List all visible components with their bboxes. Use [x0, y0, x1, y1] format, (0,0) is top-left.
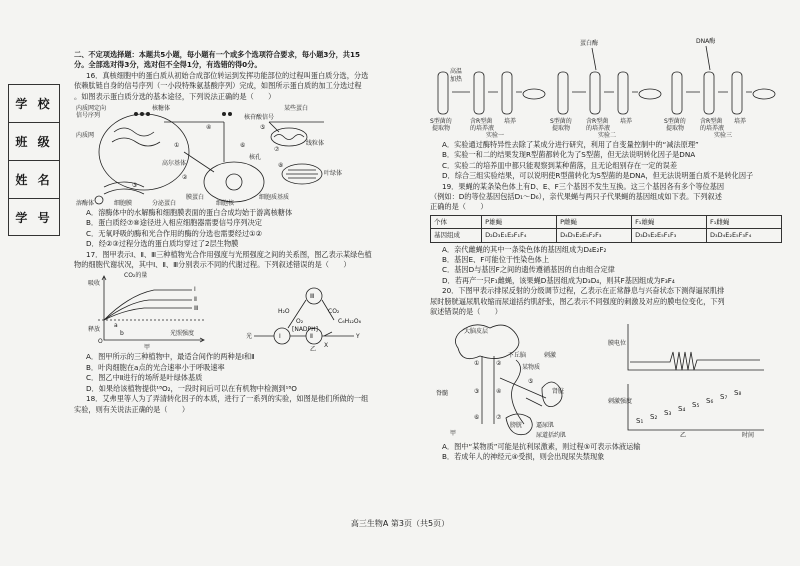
exp3-medium: 的培养液	[700, 125, 725, 132]
label-nucleotide-signal: 核苷酸信号	[244, 114, 275, 122]
q16-stem-2: 依赖肽链自身的信号序列（一小段特殊氨基酸序列）完成，如图所示蛋白质的加工分选过程	[74, 81, 362, 91]
label-ribosome: 核糖体	[152, 105, 171, 113]
section-heading: 二、不定项选择题：本题共5小题，每小题有一个或多个选项符合要求，每小题3分，共15	[74, 50, 360, 59]
label-2: ②	[182, 174, 188, 182]
q20-stem-3: 叙述错误的是（ ）	[430, 307, 502, 317]
label-hypothalamus: 下丘脑	[508, 351, 527, 359]
table-cell: F₁雄蝇	[632, 215, 707, 228]
num-3: ③	[474, 387, 480, 395]
exp3-r-medium: 含R型菌	[700, 118, 723, 125]
exp3-s-extract: S型菌的	[664, 118, 686, 125]
exp1-medium: 的培养液	[470, 125, 495, 132]
gene-table	[430, 215, 782, 243]
q20-stem-2: 尿时膀胱逼尿肌收缩而尿道括约肌舒张，图乙表示不同强度的刺激及对应的膜电位变化，下列	[430, 296, 725, 306]
cycle-glucose: C₆H₁₂O₆	[338, 318, 362, 326]
num-2: ②	[496, 359, 502, 367]
exp2-protease: 蛋白酶	[580, 40, 599, 47]
q19-stem-3: 正确的是（ ）	[430, 202, 488, 212]
q17-stem: 17．图甲表示Ⅰ、Ⅱ、Ⅲ三种植物光合作用强度与光照强度之间的关系图，图乙表示某绿色植	[86, 249, 372, 259]
cycle-light: 光	[246, 333, 253, 341]
point-b: b	[120, 330, 124, 338]
cycle-caption: 乙	[310, 346, 317, 354]
graph-ylabel-release: 释放	[88, 326, 101, 334]
page-footer: 高三生物A 第3页（共5页）	[350, 519, 450, 528]
stim-s3: S₃	[664, 408, 672, 417]
stim-s8: S₈	[734, 388, 742, 397]
label-cytosol: 细胞质基质	[259, 194, 290, 202]
curve-III-label: Ⅲ	[194, 305, 199, 313]
question-19	[430, 182, 782, 287]
cycle-o2: O₂	[296, 318, 304, 326]
table-cell: D₄D₅E₂E₅F₂F₃	[557, 229, 632, 242]
exp1-heat: 高温	[450, 68, 463, 75]
table-cell: D₃D₄E₂E₅F₃F₄	[707, 229, 782, 242]
exp1-s-extract: S型菌的	[430, 118, 452, 125]
cycle-node-1: Ⅰ	[279, 333, 281, 341]
label-detrusor: 逼尿肌	[536, 421, 555, 429]
num-7: ⑦	[496, 413, 502, 421]
label-membrane-protein: 膜蛋白	[186, 194, 205, 202]
num-5: ⑤	[528, 377, 534, 385]
q16-stem-3: 。如图表示蛋白质分选的基本途径，下列说法正确的是（ ）	[74, 91, 276, 101]
school-field[interactable]: 学 校	[9, 85, 59, 123]
label-mitochondria: 线粒体	[306, 140, 325, 148]
q19-option-a[interactable]: A．亲代雌蝇的其中一条染色体的基因组成为D₄E₂F₂	[442, 244, 607, 254]
label-7: ⑦	[274, 146, 280, 154]
exp3-dnase: DNA酶	[696, 38, 716, 45]
q18-option-b[interactable]: B．实验一和二的结果发现R型菌都转化为了S型菌，但无法说明转化因子是DNA	[442, 150, 696, 160]
right-column	[430, 28, 782, 462]
yi-ylabel2: 刺激强度	[608, 397, 633, 405]
question-18	[74, 394, 392, 415]
q19-option-b[interactable]: B．基因E、F可能位于性染色体上	[442, 255, 550, 265]
class-field[interactable]: 班 级	[9, 123, 59, 161]
q19-option-d[interactable]: D．若再产一只F₁雌蝇，该果蝇D基因组成为D₃D₄，则其F基因组成为F₃F₄	[442, 275, 675, 285]
label-signal-seq: 信号序列	[76, 112, 101, 120]
cycle-h2o: H₂O	[278, 308, 290, 316]
q18-stem-2: 实验，则有关说法正确的是（ ）	[74, 404, 190, 414]
student-id-field[interactable]: 学 号	[15, 211, 53, 225]
label-er: 内质网	[76, 132, 95, 140]
exp3-extract: 提取物	[666, 125, 685, 132]
label-4: ④	[206, 124, 212, 132]
label-jia: 甲	[450, 429, 457, 437]
left-column	[74, 50, 392, 415]
table-cell: F₁雌蝇	[707, 215, 782, 228]
q17-stem-2: 物的细胞代谢状况，其中Ⅰ、Ⅱ、Ⅲ分别表示不同的代谢过程。下列叙述错误的是（ ）	[74, 260, 351, 270]
stim-s7: S₇	[720, 392, 728, 401]
q17-option-c[interactable]: C．图乙中Ⅱ进行的场所是叶绿体基质	[86, 373, 203, 383]
yi-xlabel: 时间	[742, 431, 755, 439]
cycle-x: X	[324, 342, 329, 350]
label-6: ⑥	[240, 142, 246, 150]
q17-option-b[interactable]: B．叶肉细胞在a点的光合速率小于呼吸速率	[86, 362, 225, 372]
label-stimulus: 刺激	[544, 351, 557, 359]
cycle-node-2: Ⅱ	[310, 333, 313, 341]
label-substance: 某物质	[522, 363, 541, 371]
label-sphincter: 尿道括约肌	[536, 431, 567, 439]
exp2-medium: 的培养液	[586, 125, 611, 132]
exp2-r-medium: 含R型菌	[586, 118, 609, 125]
yi-caption: 乙	[680, 431, 687, 439]
q18-option-c[interactable]: C．实验二的培养皿中都只能观察到某种菌落，且无论组别存在一定的误差	[442, 160, 678, 170]
q16-option-b[interactable]: B．蛋白质经⑦⑧途径进入相应细胞器需要信号序列决定	[86, 218, 262, 228]
graph-xlabel: 光照强度	[170, 330, 195, 338]
q18-option-a[interactable]: A．实验通过酶特异性去除了某成分进行研究，利用了自变量控制中的“减法原理”	[442, 140, 699, 149]
exp2-caption: 实验二	[598, 132, 617, 139]
exp1-heating: 加热	[450, 76, 463, 83]
exp1-r-medium: 含R型菌	[470, 118, 493, 125]
label-5: ⑤	[260, 124, 266, 132]
student-info-box	[8, 84, 60, 236]
label-8: ⑧	[278, 162, 284, 170]
label-lysosome: 溶酶体	[76, 200, 95, 208]
question-17	[74, 250, 392, 394]
graph-ylabel-absorb: 吸收	[88, 280, 101, 288]
q17-option-a[interactable]: A．图甲所示的三种植物中，最适合间作的两种是Ⅰ和Ⅱ	[86, 352, 255, 362]
q18-stem: 18．艾弗里等人为了弄清转化因子的本质，进行了一系列的实验，如图是他们所做的一组	[86, 394, 369, 404]
q20-option-a[interactable]: A．图中“某物质”可能是抗利尿激素，则过程⑤可表示体液运输	[442, 441, 641, 451]
q16-option-a[interactable]: A．溶酶体中的水解酶和细胞膜表面的蛋白合成均始于游离核糖体	[86, 208, 293, 218]
num-4: ④	[496, 387, 502, 395]
label-some-protein: 某些蛋白	[284, 105, 309, 113]
cycle-co2: CO₂	[328, 308, 340, 316]
reflex-diagram	[430, 318, 782, 442]
transformation-experiments	[430, 28, 782, 140]
num-1: ①	[474, 359, 480, 367]
exp1-extract: 提取物	[432, 125, 451, 132]
name-field[interactable]: 姓 名	[9, 161, 59, 199]
exp1-caption: 实验一	[486, 132, 505, 139]
question-16	[74, 71, 392, 250]
table-cell: P雄蝇	[482, 215, 557, 228]
question-20	[430, 286, 782, 462]
label-nucleus: 细胞核	[216, 200, 235, 208]
label-chloroplast: 叶绿体	[324, 170, 343, 178]
point-a: a	[114, 322, 118, 330]
q17-graphs	[74, 270, 392, 352]
label-secreted: 分泌蛋白	[152, 200, 177, 208]
q20-figures	[430, 318, 782, 442]
label-membrane: 细胞膜	[114, 200, 133, 208]
label-cortex: 大脑皮层	[464, 327, 489, 335]
origin: O	[98, 338, 103, 346]
label-er-signal: 内质网定向	[76, 105, 107, 113]
exp2-extract: 提取物	[552, 125, 571, 132]
curve-I-label: Ⅰ	[194, 286, 196, 294]
protein-sorting-figure	[74, 102, 392, 208]
table-cell: 基因组成	[431, 229, 482, 242]
label-spinal-cord: 脊髓	[436, 389, 449, 397]
gene-table-header	[431, 215, 782, 228]
q17-figures	[74, 270, 392, 352]
section-heading-2: 分。全部选对得3分，选对但不全得1分，有选错的得0分。	[74, 60, 262, 70]
table-cell: P雌蝇	[557, 215, 632, 228]
q18-option-d[interactable]: D．综合三组实验结果，可以说明使R型菌转化为S型菌的是DNA，但无法说明蛋白质不是转化因子	[442, 171, 754, 181]
gene-table-row	[431, 229, 782, 242]
q19-stem-2: （例如：D的等位基因包括D₁～D₆），亲代果蝇与两只子代果蝇的基因组成如下表。下列叙述	[430, 192, 722, 202]
stim-s4: S₄	[678, 404, 686, 413]
q20-option-b[interactable]: B．若成年人的神经元④受损，则会出现尿失禁现象	[442, 451, 605, 461]
table-cell: D₂D₃E₁E₂F₁F₄	[482, 229, 557, 242]
q19-option-c[interactable]: C．基因D与基因F之间的遗传遵循基因的自由组合定律	[442, 265, 615, 275]
stim-s2: S₂	[650, 412, 658, 421]
exp2-s-extract: S型菌的	[550, 118, 572, 125]
stim-s6: S₆	[706, 396, 714, 405]
table-cell: 个体	[431, 215, 482, 228]
cycle-y: Y	[356, 333, 360, 341]
stim-s1: S₁	[636, 416, 644, 425]
graph-title: CO₂的量	[124, 272, 148, 280]
yi-ylabel: 膜电位	[608, 339, 627, 347]
num-6: ⑥	[474, 413, 480, 421]
label-nuclear-pore: 核孔	[249, 154, 262, 162]
q19-stem: 19．果蝇的某条染色体上有D、E、F三个基因不发生互换。这三个基因各有多个等位基因	[442, 181, 725, 191]
table-cell: D₃D₅E₂E₅F₁F₃	[632, 229, 707, 242]
cycle-node-3: Ⅲ	[310, 293, 315, 301]
q20-stem: 20．下图甲表示排尿反射的分级调节过程，乙表示在正常静息与兴奋状态下测得逼尿肌排	[442, 286, 725, 296]
q16-stem: 16．真核细胞中的蛋白质从初始合成部位转运到发挥功能部位的过程叫蛋白质分选，分选	[86, 70, 369, 80]
q16-option-d[interactable]: D．经②③过程分选的蛋白质均穿过了2层生物膜	[86, 239, 239, 249]
exp3-caption: 实验三	[714, 132, 733, 139]
q16-option-c[interactable]: C．无氧呼吸的酶和光合作用的酶的分选也需要经过①②	[86, 228, 263, 238]
label-1: ①	[174, 142, 180, 150]
stim-s5: S₅	[692, 400, 700, 409]
label-golgi: 高尔基体	[162, 160, 187, 168]
label-kidney: 肾脏	[552, 387, 565, 395]
exp1-culture: 培养	[504, 118, 517, 125]
label-3: ③	[132, 182, 138, 190]
curve-II-label: Ⅱ	[194, 296, 197, 304]
q17-option-d[interactable]: D．如果给该植物提供¹⁸O₂，一段时间后可以在有机物中检测到¹⁸O	[86, 383, 297, 393]
graph-caption: 甲	[144, 344, 151, 352]
cycle-nadph: [NADPH]	[292, 326, 319, 334]
exp3-culture: 培养	[734, 118, 747, 125]
exp2-culture: 培养	[620, 118, 633, 125]
cell-diagram	[74, 102, 392, 208]
label-bladder: 膀胱	[510, 421, 523, 429]
